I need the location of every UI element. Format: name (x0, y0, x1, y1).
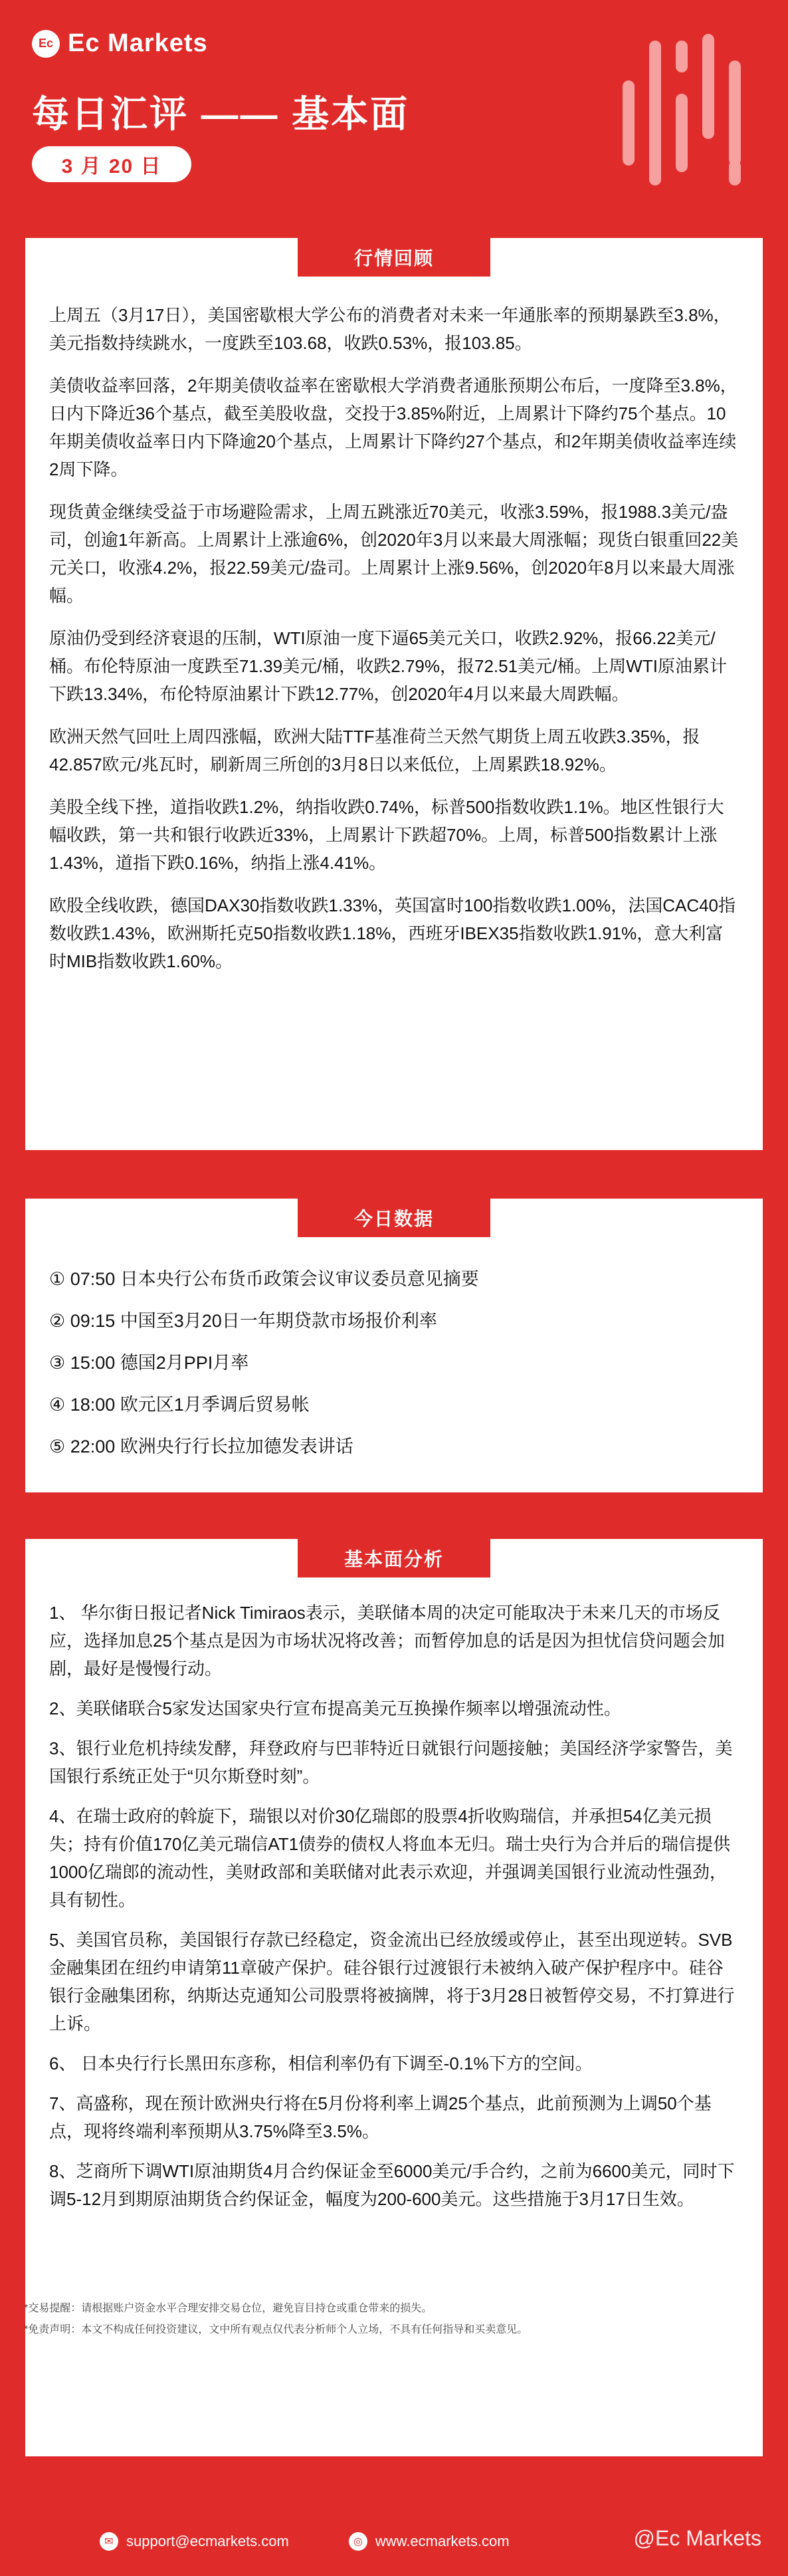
market-review-card (25, 238, 763, 1150)
decorative-bars-icon (615, 27, 761, 186)
footer-email[interactable] (100, 2532, 289, 2551)
logo-mark-icon: Ec (32, 30, 60, 58)
list-item: 7、高盛称，现在预计欧洲央行将在5月份将利率上调25个基点，此前预测为上调50个基点，现将终端利率预期从3.75%降至3.5%。 (49, 2093, 712, 2141)
list-item: 6、 日本央行行长黑田东彦称，相信利率仍有下调至-0.1%下方的空间。 (49, 2053, 593, 2073)
today-data-title: 今日数据 (298, 1199, 490, 1237)
header (0, 0, 788, 226)
list-item: 8、芝商所下调WTI原油期货4月合约保证金至6000美元/手合约，之前为6600美元，同时下调5-12月到期原油期货合约保证金，幅度为200-600美元。这些措施于3月17日生效。 (49, 2161, 735, 2209)
brand-logo (32, 29, 208, 58)
disclaimer (24, 2300, 764, 2343)
footer-website[interactable] (349, 2532, 510, 2551)
list-item: 4、在瑞士政府的斡旋下，瑞银以对价30亿瑞郎的股票4折收购瑞信，并承担54亿美元损失；持有价值170亿美元瑞信AT1债券的债权人将血本无归。瑞士央行为合并后的瑞信提供1000亿瑞郎的流动性，美财政部和美联储对此表示欢迎，并强调美国银行业流动性强劲，具有韧性。 (49, 1806, 731, 1910)
logo-text: Ec Markets (68, 29, 208, 57)
market-review-paragraph: 上周五（3月17日），美国密歇根大学公布的消费者对未来一年通胀率的预期暴跌至3.8%，美元指数持续跳水，一度跌至103.68，收跌0.53%，报103.85。 (49, 305, 731, 353)
market-review-paragraph: 现货黄金继续受益于市场避险需求，上周五跳涨近70美元，收涨3.59%，报1988.3美元/盎司，创逾1年新高。上周累计上涨逾6%，创2020年3月以来最大周涨幅；现货白银重回22美元关口，收涨4.2%，报22.59美元/盎司。上周累计上涨9.56%，创2020年8月以来最大周涨幅。 (49, 502, 739, 606)
market-review-paragraph: 欧洲天然气回吐上周四涨幅，欧洲大陆TTF基准荷兰天然气期货上周五收跌3.35%，报42.857欧元/兆瓦时，刷新周三所创的3月8日以来低位，上周累跌18.92%。 (49, 727, 700, 774)
fundamental-analysis-title: 基本面分析 (298, 1539, 490, 1578)
list-item: 2、美联储联合5家发达国家央行宣布提高美元互换操作频率以增强流动性。 (49, 1698, 621, 1718)
watermark: @Ec Markets (633, 2526, 761, 2550)
list-item: ⑤ 22:00 欧洲央行行长拉加德发表讲话 (49, 1437, 353, 1457)
market-review-paragraph: 美债收益率回落，2年期美债收益率在密歇根大学消费者通胀预期公布后，一度降至3.8%，日内下降近36个基点，截至美股收盘，交投于3.85%附近，上周累计下降约75个基点。10年期美债收益率日内下降逾20个基点，上周累计下降约27个基点，和2年期美债收益率连续2周下降。 (49, 376, 738, 479)
page-title: 每日汇评 —— 基本面 (32, 93, 410, 135)
trade-reminder: *交易提醒：请根据账户资金水平合理安排交易仓位，避免盲目持仓或重仓带来的损失。 (24, 2303, 433, 2314)
market-review-paragraph: 原油仍受到经济衰退的压制，WTI原油一度下逼65美元关口，收跌2.92%，报66.22美元/桶。布伦特原油一度跌至71.39美元/桶，收跌2.79%，报72.51美元/桶。上周WTI原油累计下跌13.34%，布伦特原油累计下跌12.77%，创2020年4月以来最大周跌幅。 (49, 628, 727, 704)
list-item: 1、 华尔街日报记者Nick Timiraos表示，美联储本周的决定可能取决于未来几天的市场反应，选择加息25个基点是因为市场状况将改善；而暂停加息的话是因为担忧信贷问题会加剧，最好是慢慢行动。 (49, 1603, 725, 1679)
market-review-title: 行情回顾 (298, 238, 490, 277)
globe-icon: ◎ (349, 2532, 367, 2551)
list-item: ① 07:50 日本央行公布货币政策会议审议委员意见摘要 (49, 1269, 479, 1289)
list-item: ④ 18:00 欧元区1月季调后贸易帐 (49, 1395, 310, 1415)
today-data-card (25, 1199, 763, 1492)
list-item: 3、银行业危机持续发酵，拜登政府与巴菲特近日就银行问题接触；美国经济学家警告，美国银行系统正处于“贝尔斯登时刻”。 (49, 1738, 733, 1786)
email-icon: ✉ (100, 2532, 118, 2551)
list-item: ② 09:15 中国至3月20日一年期贷款市场报价利率 (49, 1311, 437, 1331)
market-review-body (49, 301, 739, 990)
list-item: 5、美国官员称，美国银行存款已经稳定，资金流出已经放缓或停止，甚至出现逆转。SVB金融集团在纽约申请第11章破产保护。硅谷银行过渡银行未被纳入破产保护程序中。硅谷银行金融集团称，纳斯达克通知公司股票将被摘牌，将于3月28日被暂停交易，不打算进行上诉。 (49, 1930, 735, 2034)
today-data-list (49, 1265, 739, 1474)
website-text[interactable]: www.ecmarkets.com (375, 2532, 510, 2549)
list-item: ③ 15:00 德国2月PPI月率 (49, 1353, 249, 1373)
date-badge: 3 月 20 日 (32, 146, 191, 182)
market-review-paragraph: 欧股全线收跌，德国DAX30指数收跌1.33%，英国富时100指数收跌1.00%，法国CAC40指数收跌1.43%，欧洲斯托克50指数收跌1.18%，西班牙IBEX35指数收跌1.91%，意大利富时MIB指数收跌1.60%。 (49, 895, 736, 971)
fundamental-analysis-list (49, 1599, 739, 2225)
market-review-paragraph: 美股全线下挫，道指收跌1.2%，纳指收跌0.74%，标普500指数收跌1.1%。地区性银行大幅收跌，第一共和银行收跌近33%，上周累计下跌超70%。上周，标普500指数累计上涨1.43%，道指下跌0.16%，纳指上涨4.41%。 (49, 797, 724, 873)
disclaimer-text: *免责声明：本文不构成任何投资建议，文中所有观点仅代表分析师个人立场，不具有任何指导和买卖意见。 (24, 2324, 528, 2335)
email-text[interactable]: support@ecmarkets.com (126, 2532, 289, 2549)
